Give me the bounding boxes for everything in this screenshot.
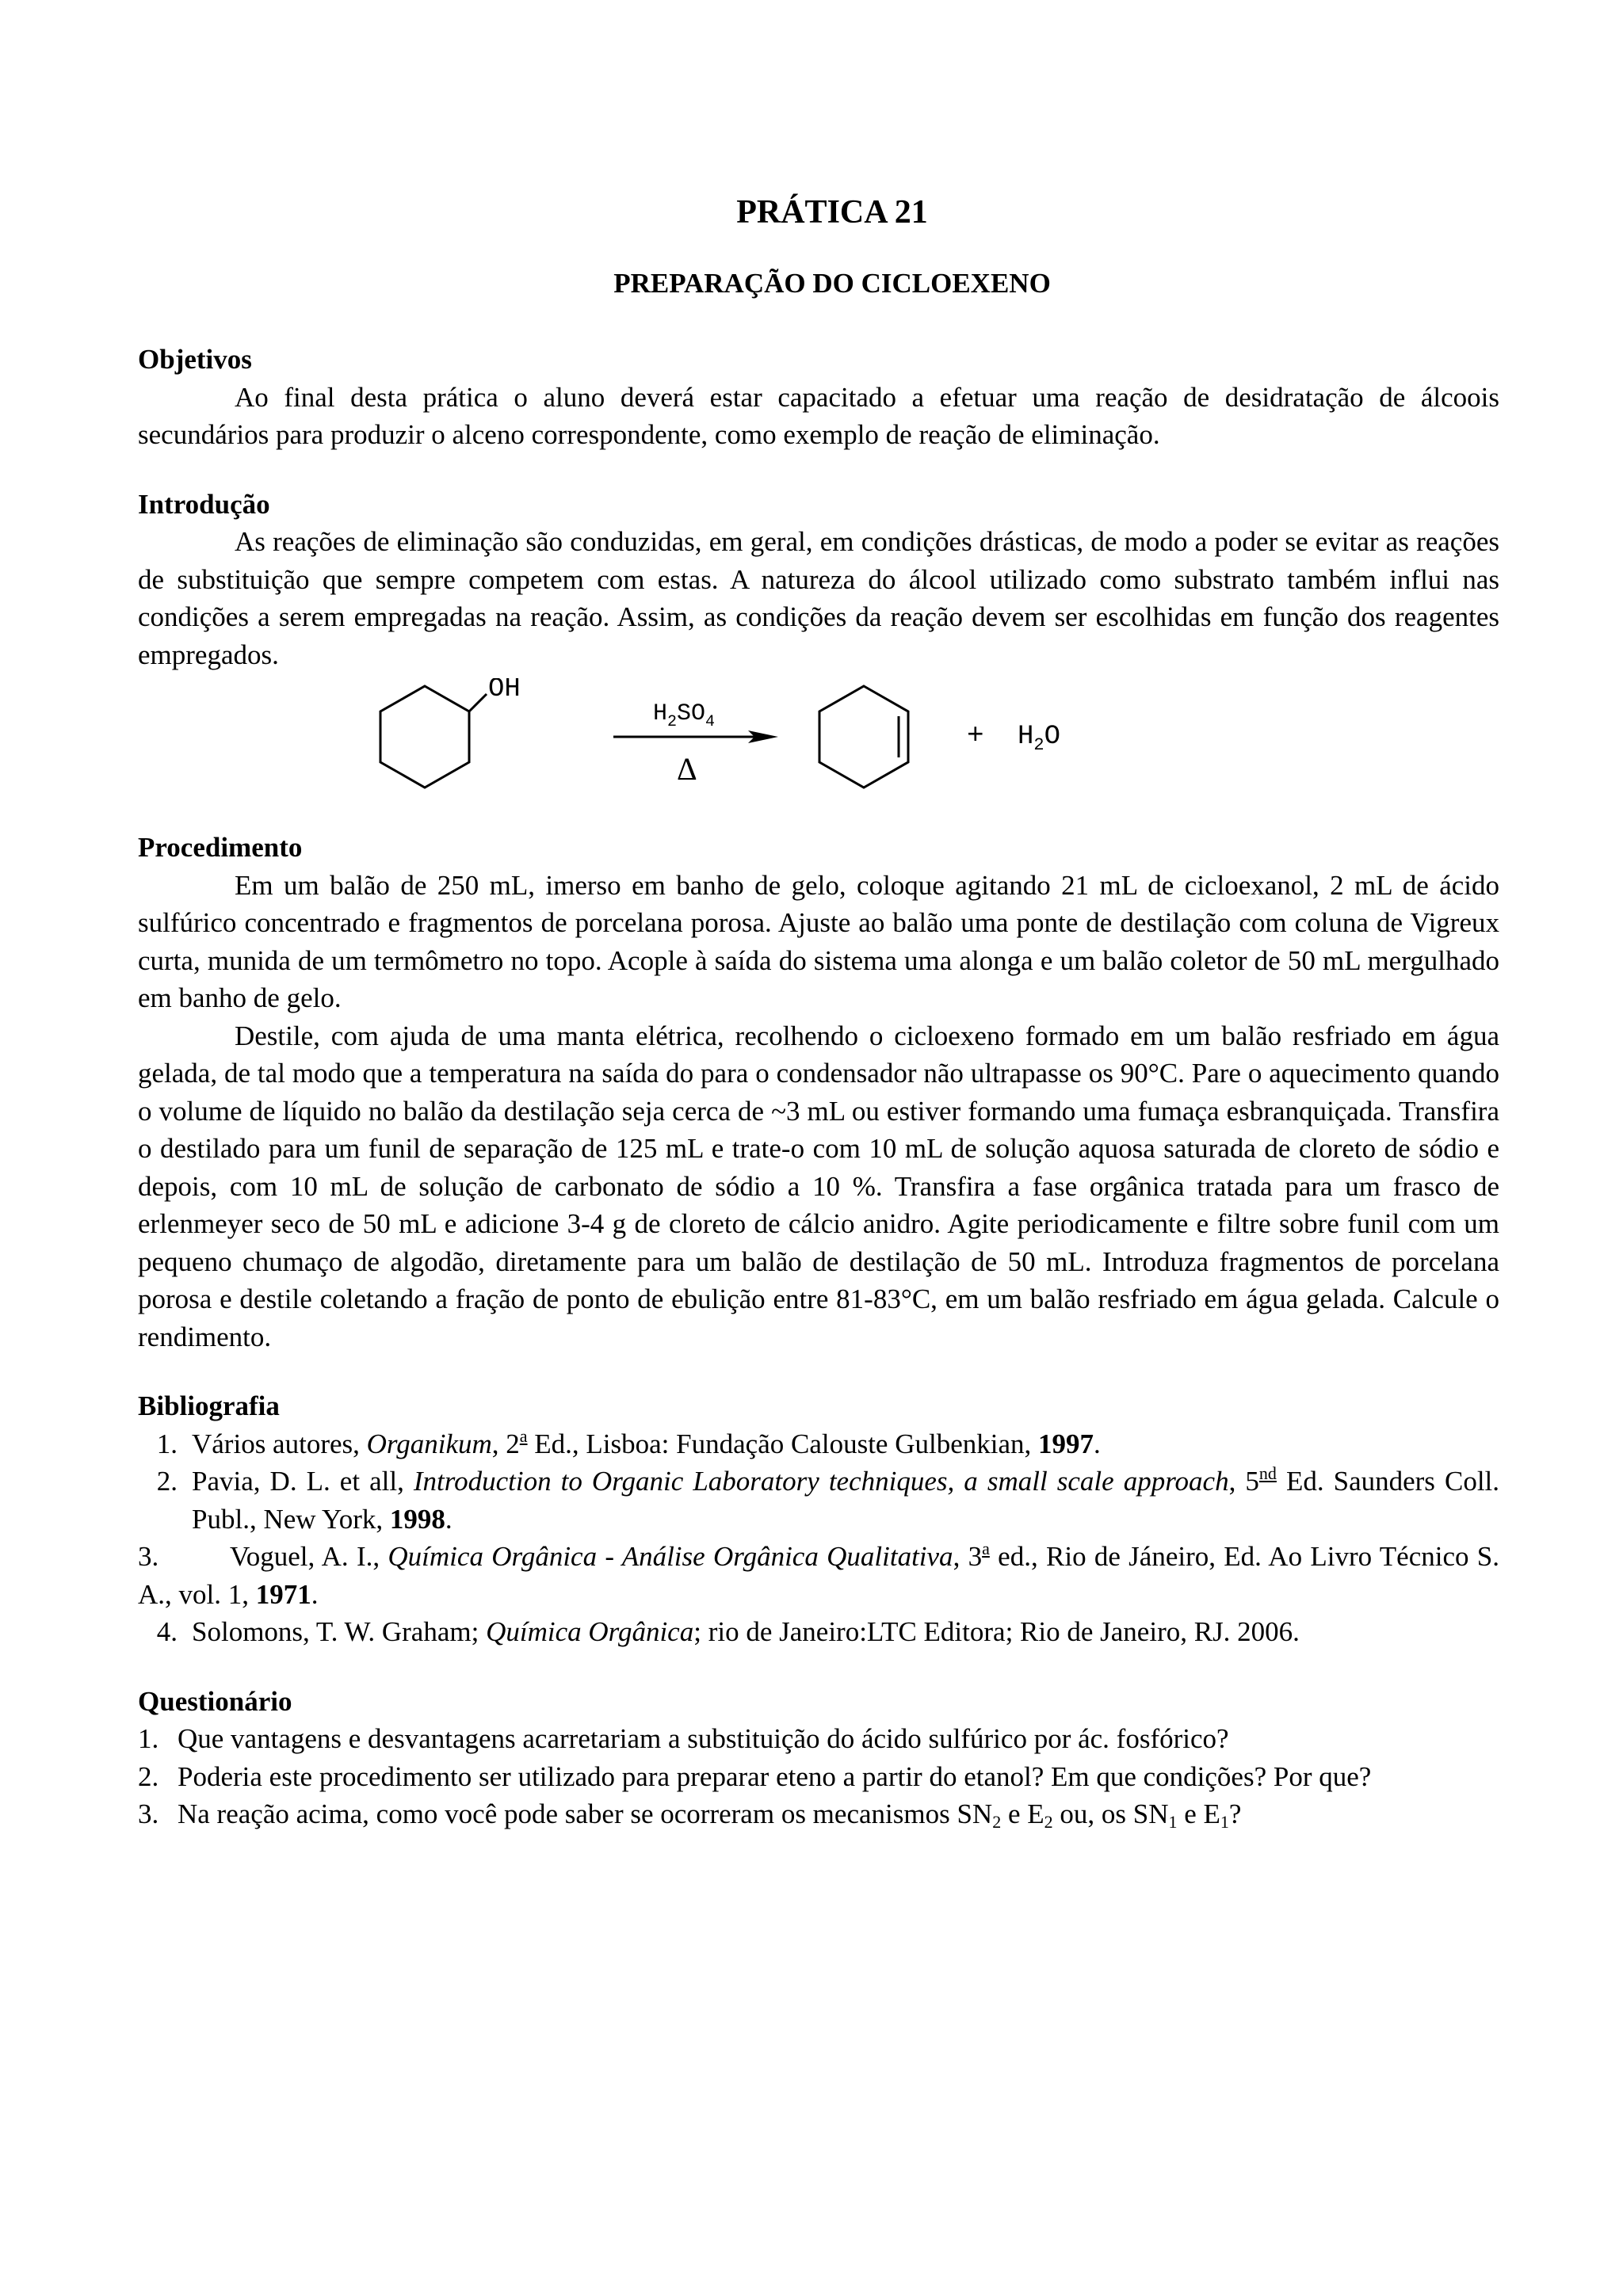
cyclohexanol-ring bbox=[380, 686, 469, 788]
bibliography-list-cont bbox=[138, 1613, 1499, 1651]
bibliography-item bbox=[138, 1425, 1499, 1463]
procedimento-paragraph-1: Em um balão de 250 mL, imerso em banho de gelo, coloque agitando 21 mL de cicloexanol, 2 mL de ácido sulfúrico concentrado e fragmentos de porcelana porosa. Ajuste ao balão uma ponte de destilação com coluna de Vigreux curta, munida de um termômetro no topo. Acople à saída do sistema uma alonga e um balão coletor de 50 mL mergulhado em banho de gelo. bbox=[138, 869, 1499, 1013]
bibliography-number: 1. bbox=[156, 1428, 178, 1459]
question-number: 3. bbox=[138, 1798, 159, 1829]
bibliography-list bbox=[138, 1425, 1499, 1539]
procedimento-paragraph-2: Destile, com ajuda de uma manta elétrica, recolhendo o cicloexeno formado em um balão resfriado em água gelada, de tal modo que a temperatura na saída do para o condensador não ultrapasse os 90°C. Pare o aquecimento quando o volume de líquido no balão da destilação seja cerca de ~3 mL ou estiver formando uma fumaça esbranquiçada. Transfira o destilado para um funil de separação de 125 mL e trate-o com 10 mL de solução aquosa saturada de cloreto de sódio e depois, com 10 mL de solução de carbonato de sódio a 10 %. Transfira a fase orgânica tratada para um frasco de erlenmeyer seco de 50 mL e adicione 3-4 g de cloreto de cálcio anidro. Agite periodicamente e filtre sobre funil com um pequeno chumaço de algodão, diretamente para um balão de destilação de 50 mL. Introduza fragmentos de porcelana porosa e destile coletando a fração de ponto de ebulição entre 81-83°C, em um balão resfriado em água gelada. Calcule o rendimento. bbox=[138, 1020, 1499, 1352]
objetivos-heading: Objetivos bbox=[138, 344, 252, 375]
section-procedimento bbox=[138, 829, 1499, 1356]
question-number: 2. bbox=[138, 1760, 159, 1792]
plus-sign: + bbox=[967, 719, 984, 752]
question-number: 1. bbox=[138, 1723, 159, 1754]
document-page bbox=[138, 189, 1499, 1833]
hydroxyl-label: OH bbox=[488, 678, 521, 704]
hydroxyl-bond bbox=[469, 694, 487, 711]
heat-delta-label: Δ bbox=[677, 751, 697, 787]
introducao-text: As reações de eliminação são conduzidas, em geral, em condições drásticas, de modo a poder se evitar as reações de substituição que sempre competem com estas. A natureza do álcool utilizado como substrato também influi nas condições a serem empregadas na reação. Assim, as condições da reação devem ser escolhidas em função dos reagentes empregados. bbox=[138, 526, 1499, 670]
bibliography-number: 4. bbox=[156, 1616, 178, 1647]
bibliography-item bbox=[138, 1463, 1499, 1538]
water-label: $H_2O$ bbox=[1018, 722, 1061, 755]
question-list bbox=[138, 1720, 1499, 1833]
objetivos-text: Ao final desta prática o aluno deverá estar capacitado a efetuar uma reação de desidratação de álcoois secundários para produzir o alceno correspondente, como exemplo de reação de eliminação. bbox=[138, 381, 1499, 450]
introducao-heading: Introdução bbox=[138, 488, 270, 520]
bibliography-text: Vários autores, Organikum, 2$^a$ Ed., Lisboa: Fundação Calouste Gulbenkian, 1997. bbox=[192, 1425, 1101, 1459]
section-introducao bbox=[138, 486, 1499, 674]
bibliografia-heading: Bibliografia bbox=[138, 1390, 280, 1421]
bibliography-text: Solomons, T. W. Graham; Química Orgânica; rio de Janeiro:LTC Editora; Rio de Janeiro, RJ. 2006. bbox=[192, 1616, 1300, 1647]
questionario-heading: Questionário bbox=[138, 1685, 292, 1717]
reaction-scheme bbox=[138, 678, 1499, 829]
page-subtitle: PREPARAÇÃO DO CICLOEXENO bbox=[613, 268, 1051, 299]
reagent-label: $H_2SO_4$ bbox=[653, 700, 716, 731]
question-text: Na reação acima, como você pode saber se ocorreram os mecanismos $SN_2$ e $E_2$ ou, os $SN_1$ e $E_1$? bbox=[178, 1798, 1242, 1832]
section-bibliografia bbox=[138, 1387, 1499, 1651]
question-text: Poderia este procedimento ser utilizado para preparar eteno a partir do etanol? Em que condições? Por que? bbox=[178, 1760, 1372, 1792]
section-questionario bbox=[138, 1683, 1499, 1833]
procedimento-heading: Procedimento bbox=[138, 832, 303, 863]
bibliography-number: 3. bbox=[138, 1541, 159, 1572]
question-item bbox=[138, 1795, 1499, 1833]
question-text: Que vantagens e desvantagens acarretariam a substituição do ácido sulfúrico por ác. fosfórico? bbox=[178, 1723, 1229, 1754]
reaction-diagram bbox=[138, 678, 1499, 829]
bibliography-item-3: 3. Voguel, A. I., Química Orgânica - Análise Orgânica Qualitativa, 3$^a$ ed., Rio de Jáneiro, Ed. Ao Livro Técnico S. A., vol. 1, 1971. bbox=[138, 1539, 1499, 1610]
bibliography-text: Pavia, D. L. et all, Introduction to Organic Laboratory techniques, a small scale approach, 5nd Ed. Saunders Coll. Publ., New York, 1998. bbox=[192, 1463, 1500, 1535]
question-item bbox=[138, 1720, 1499, 1758]
page-title: PRÁTICA 21 bbox=[736, 194, 928, 231]
question-item bbox=[138, 1758, 1499, 1796]
section-objetivos bbox=[138, 341, 1499, 454]
bibliography-item bbox=[138, 1613, 1499, 1651]
bibliography-number: 2. bbox=[156, 1466, 178, 1497]
cyclohexene-ring bbox=[819, 686, 908, 788]
